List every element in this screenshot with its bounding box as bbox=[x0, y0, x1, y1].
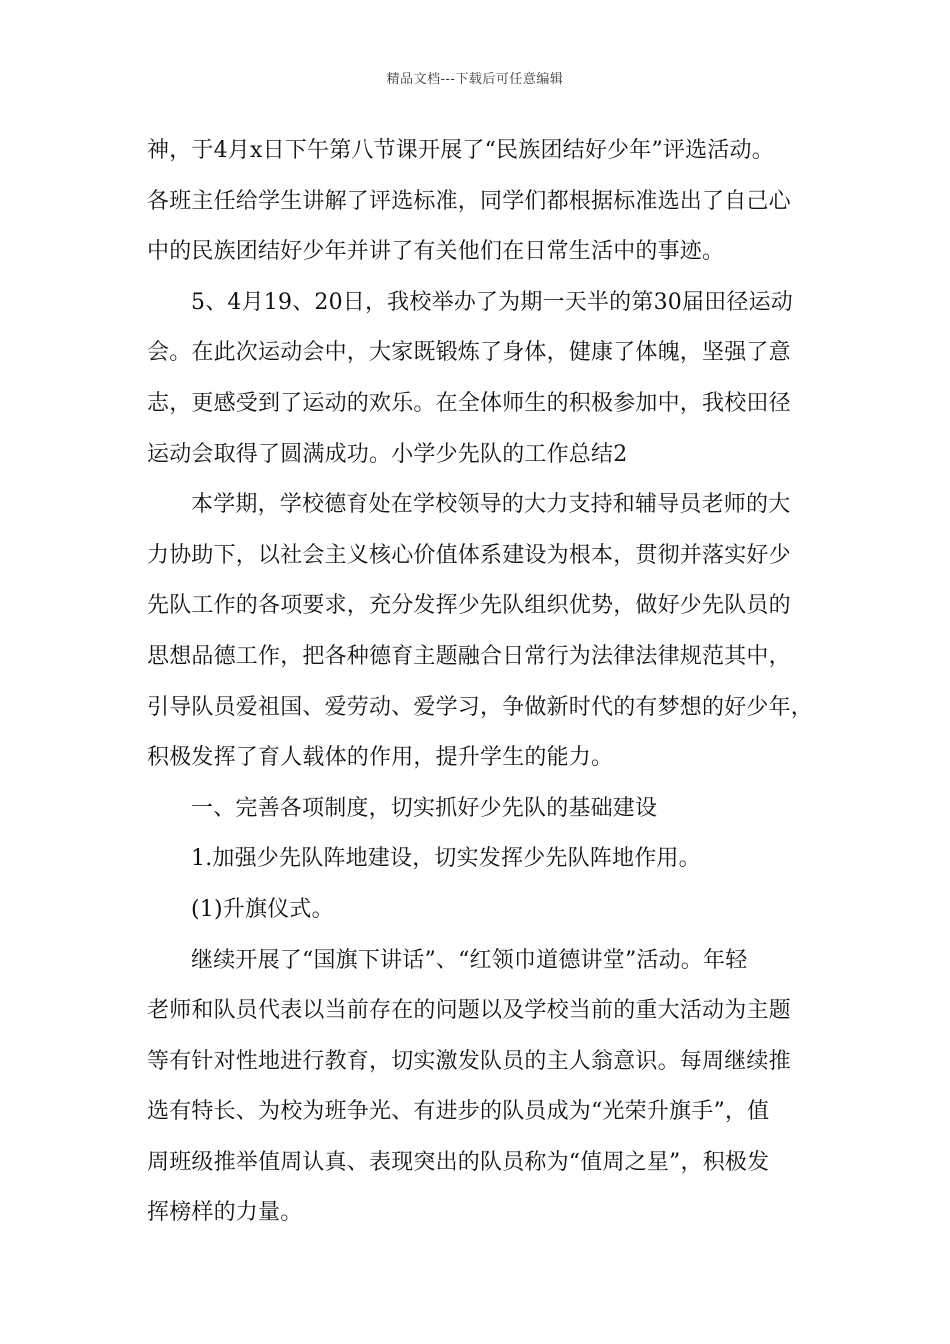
text-line: 思想品德工作，把各种德育主题融合日常行为法律法律规范其中， bbox=[147, 643, 791, 669]
page-header: 精品文档---下载后可任意编辑 bbox=[386, 72, 564, 87]
text-line: 力协助下，以社会主义核心价值体系建设为根本，贯彻并落实好少 bbox=[147, 542, 791, 568]
text-line: 周班级推举值周认真、表现突出的队员称为“值周之星”，积极发 bbox=[147, 1149, 770, 1175]
document-body bbox=[147, 126, 823, 1239]
subheading: 1.加强少先队阵地建设，切实发挥少先队阵地作用。 bbox=[191, 846, 701, 872]
text-line: 引导队员爱祖国、爱劳动、爱学习，争做新时代的有梦想的好少年， bbox=[147, 694, 814, 720]
subheading: (1)升旗仪式。 bbox=[191, 896, 334, 922]
paragraph-line: 5、4月19、20日，我校举办了为期一天半的第30届田径运动 bbox=[191, 289, 793, 315]
text-line: 志，更感受到了运动的欢乐。在全体师生的积极参加中，我校田径 bbox=[147, 390, 791, 416]
text-line: 会。在此次运动会中，大家既锻炼了身体，健康了体魄，坚强了意 bbox=[147, 340, 791, 366]
text-line: 挥榜样的力量。 bbox=[147, 1200, 303, 1226]
text-line: 先队工作的各项要求，充分发挥少先队组织优势，做好少先队员的 bbox=[147, 593, 791, 619]
text-line: 等有针对性地进行教育，切实激发队员的主人翁意识。每周继续推 bbox=[147, 1048, 791, 1074]
paragraph-line: 继续开展了“国旗下讲话”、“红领巾道德讲堂”活动。年轻 bbox=[191, 947, 748, 973]
text-line: 老师和队员代表以当前存在的问题以及学校当前的重大活动为主题 bbox=[147, 998, 791, 1024]
paragraph-line: 本学期，学校德育处在学校领导的大力支持和辅导员老师的大 bbox=[191, 492, 791, 518]
section-heading: 一、完善各项制度，切实抓好少先队的基础建设 bbox=[191, 795, 658, 821]
text-line: 神，于4月x日下午第八节课开展了“民族团结好少年”评选活动。 bbox=[147, 138, 774, 163]
text-line: 各班主任给学生讲解了评选标准，同学们都根据标准选出了自己心 bbox=[147, 188, 791, 214]
text-line: 运动会取得了圆满成功。小学少先队的工作总结2 bbox=[147, 441, 628, 467]
text-line: 中的民族团结好少年并讲了有关他们在日常生活中的事迹。 bbox=[147, 239, 725, 265]
text-line: 选有特长、为校为班争光、有进步的队员成为“光荣升旗手”，值 bbox=[147, 1099, 770, 1125]
text-line: 积极发挥了育人载体的作用，提升学生的能力。 bbox=[147, 745, 614, 771]
